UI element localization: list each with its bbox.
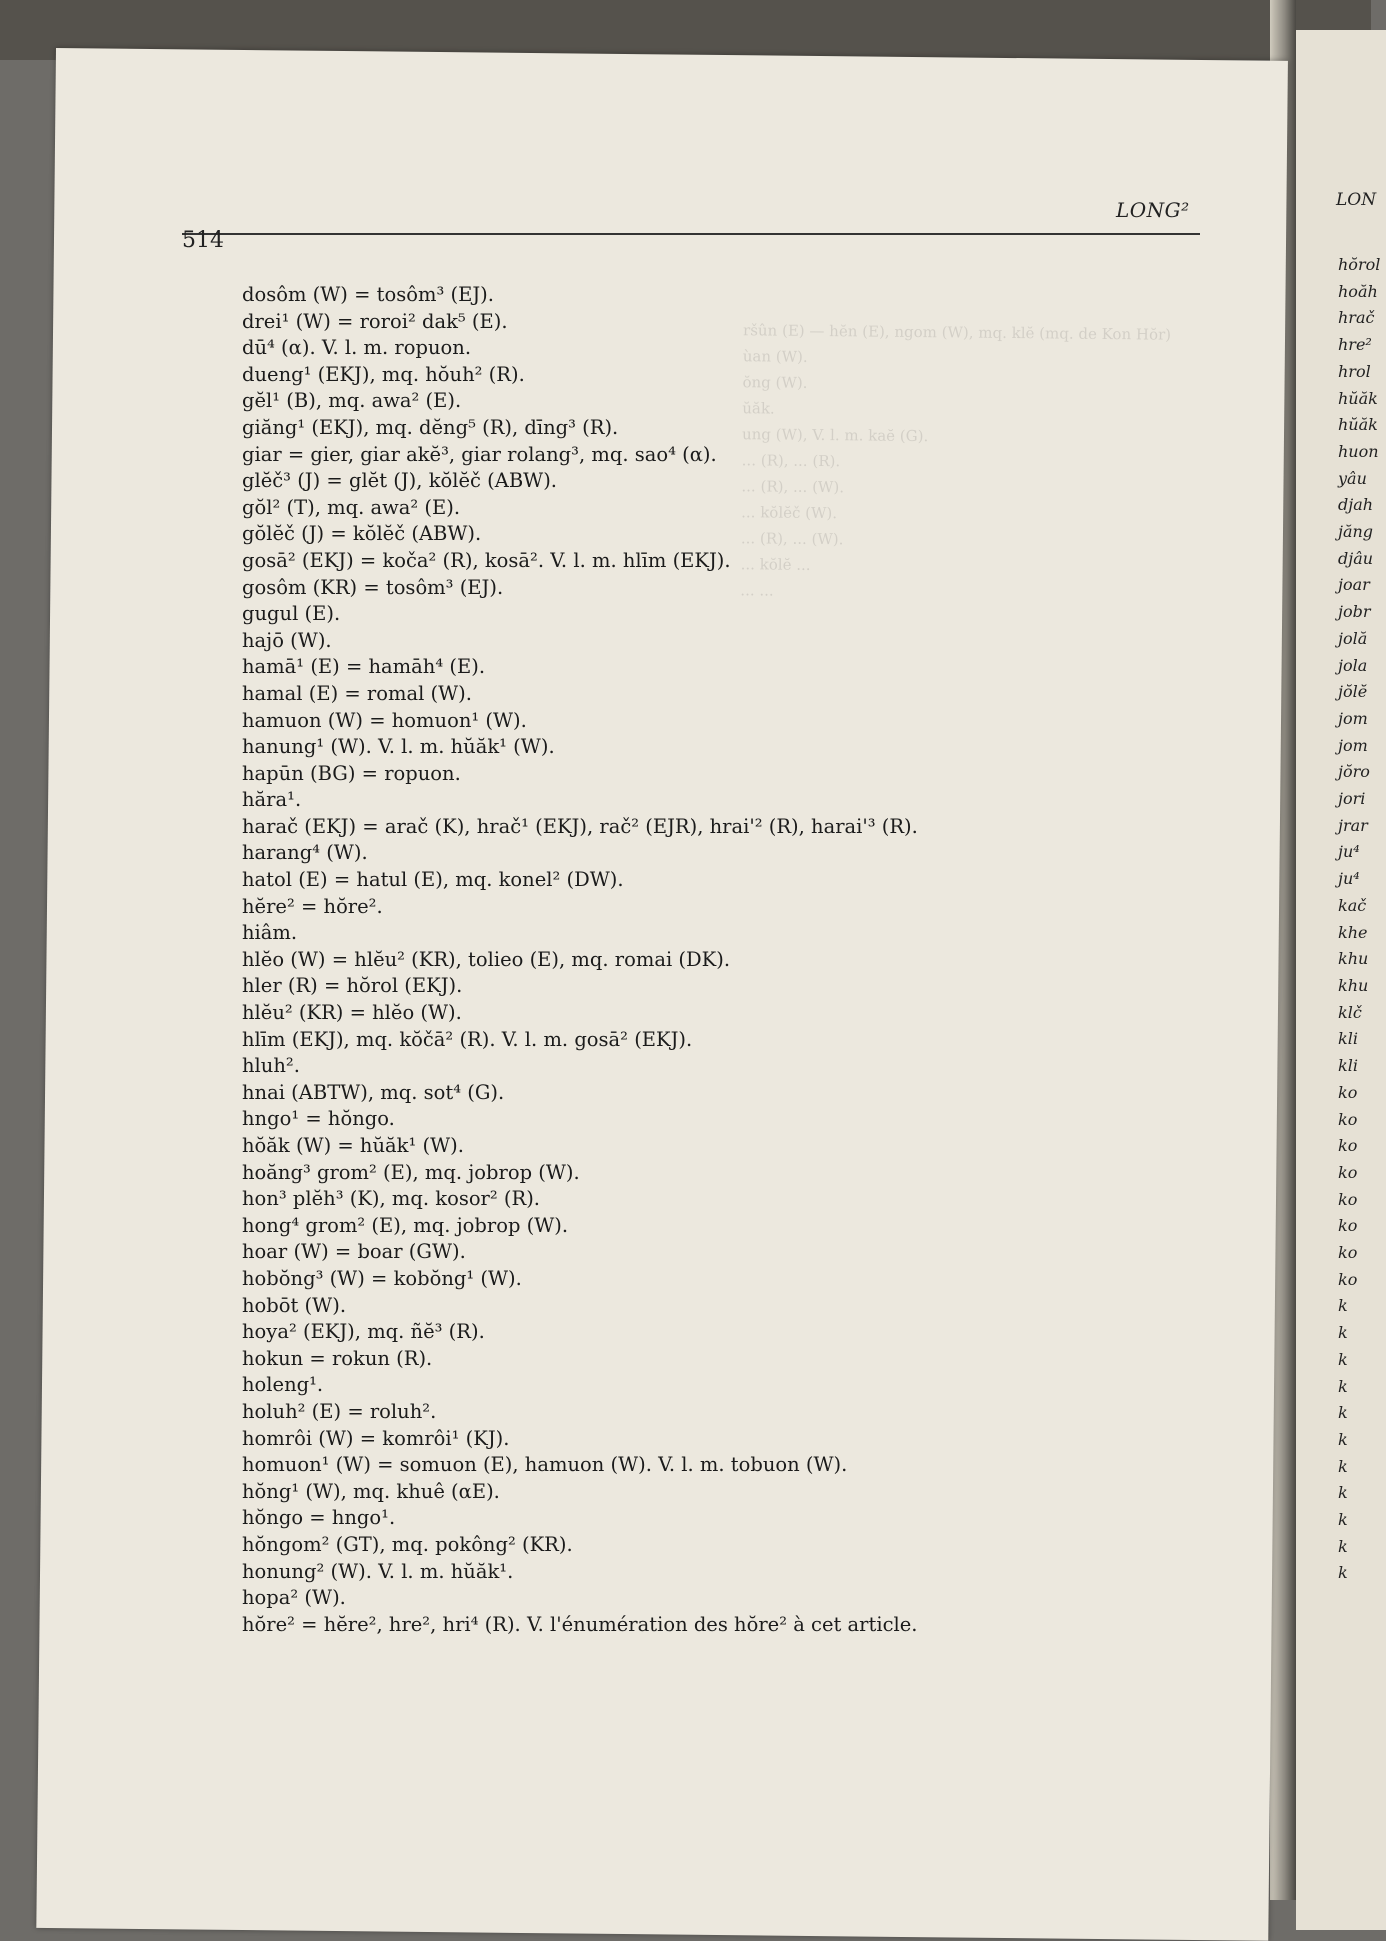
facing-page-entry: jobr bbox=[1338, 602, 1371, 622]
facing-page-entry: k bbox=[1338, 1323, 1348, 1343]
dictionary-entry: holeng¹. bbox=[242, 1373, 324, 1397]
dictionary-entry: hopa² (W). bbox=[242, 1586, 346, 1610]
dictionary-entry: hobŏng³ (W) = kobŏng¹ (W). bbox=[242, 1266, 522, 1290]
dictionary-entry: hiâm. bbox=[242, 921, 298, 945]
facing-page-entry: k bbox=[1338, 1563, 1348, 1583]
dictionary-entry: giar = gier, giar akĕ³, giar rolang³, mq. sao⁴ (α). bbox=[242, 442, 717, 466]
dictionary-entry: hobōt (W). bbox=[242, 1293, 347, 1317]
dictionary-entry: glĕč³ (J) = glĕt (J), kŏlĕč (ABW). bbox=[242, 469, 558, 493]
facing-page-entry: ju⁴ bbox=[1338, 869, 1360, 889]
facing-page-entry: hŭăk bbox=[1338, 388, 1378, 408]
dictionary-entry: hajō (W). bbox=[242, 628, 332, 652]
facing-page-entry: kli bbox=[1338, 1056, 1358, 1076]
facing-page-entries bbox=[1338, 252, 1380, 1587]
page-number: 514 bbox=[182, 228, 224, 253]
facing-page-entry: k bbox=[1338, 1376, 1348, 1396]
dictionary-entry: homrôi (W) = komrôi¹ (KJ). bbox=[242, 1426, 510, 1450]
facing-page-entry: k bbox=[1338, 1536, 1348, 1556]
dictionary-entry: hŏre² = hĕre², hre², hri⁴ (R). V. l'énumération des hŏre² à cet article. bbox=[242, 1612, 918, 1636]
facing-page-entry: ko bbox=[1338, 1269, 1358, 1289]
dictionary-entry: hamal (E) = romal (W). bbox=[242, 681, 472, 705]
dictionary-entry: gŏlĕč (J) = kŏlĕč (ABW). bbox=[242, 522, 482, 546]
facing-page-entry: klč bbox=[1338, 1002, 1362, 1022]
facing-page-entry: ko bbox=[1338, 1243, 1358, 1263]
dictionary-entry: dosôm (W) = tosôm³ (EJ). bbox=[242, 283, 494, 306]
dictionary-entry: hapūn (BG) = ropuon. bbox=[242, 761, 461, 785]
facing-page-entry: jrar bbox=[1338, 815, 1368, 835]
facing-page-entry: kač bbox=[1338, 895, 1367, 915]
dictionary-entry: hluh². bbox=[242, 1054, 300, 1078]
dictionary-entry: hĕre² = hŏre². bbox=[242, 894, 383, 918]
dictionary-entry: hlīm (EKJ), mq. kŏčā² (R). V. l. m. gosā² (EKJ). bbox=[242, 1027, 693, 1051]
header-rule bbox=[182, 233, 1200, 235]
facing-page-entry: jŏro bbox=[1338, 762, 1370, 782]
facing-page-entry: k bbox=[1338, 1403, 1348, 1423]
dictionary-entry: gŏl² (T), mq. awa² (E). bbox=[242, 495, 461, 519]
dictionary-entry: harang⁴ (W). bbox=[242, 841, 368, 865]
dictionary-entry: hngo¹ = hŏngo. bbox=[242, 1107, 395, 1131]
dictionary-entry: gĕl¹ (B), mq. awa² (E). bbox=[242, 389, 462, 413]
facing-page-entry: k bbox=[1338, 1349, 1348, 1369]
facing-page-entry: djah bbox=[1338, 495, 1374, 515]
facing-page-entry: joar bbox=[1338, 575, 1370, 595]
facing-page-entry: ko bbox=[1338, 1216, 1358, 1236]
facing-page-entry: khu bbox=[1338, 949, 1369, 969]
facing-page-entry: hoăh bbox=[1338, 281, 1378, 301]
dictionary-entry: hler (R) = hŏrol (EKJ). bbox=[242, 974, 463, 998]
facing-page-entry: ko bbox=[1338, 1136, 1358, 1156]
facing-page-entry: ju⁴ bbox=[1338, 842, 1360, 862]
dictionary-entry: hlĕo (W) = hlĕu² (KR), tolieo (E), mq. romai (DK). bbox=[242, 947, 731, 971]
dictionary-entry: hoăng³ grom² (E), mq. jobrop (W). bbox=[242, 1160, 580, 1184]
dictionary-entry: hŏng¹ (W), mq. khuê (αE). bbox=[242, 1479, 500, 1503]
running-head: LONG² bbox=[1116, 198, 1190, 222]
facing-page-entry: yâu bbox=[1338, 468, 1367, 488]
facing-page-entry: hrač bbox=[1338, 308, 1375, 328]
dictionary-entry: hamuon (W) = homuon¹ (W). bbox=[242, 708, 527, 732]
facing-page-entry: hŭăk bbox=[1338, 415, 1378, 435]
facing-page-entry: ko bbox=[1338, 1109, 1358, 1129]
bleed-through-text: ršûn (E) — hĕn (E), ngom (W), mq. klĕ (mq. de Kon Hŏr) ùan (W). ŏng (W). ŭăk. ung (W), V. l. m. kaĕ (G). ... (R), ... (R). ... (R), ... (W). ... kŏlĕč (W). ... (R), ... (W). ... kŏlĕ ... ... ... bbox=[740, 321, 1172, 600]
facing-page-entry: ko bbox=[1338, 1082, 1358, 1102]
facing-page-entry: khe bbox=[1338, 922, 1368, 942]
facing-page-entry: jolă bbox=[1338, 628, 1368, 648]
dictionary-entry: hoya² (EKJ), mq. ñĕ³ (R). bbox=[242, 1320, 485, 1344]
facing-page-entry: jom bbox=[1338, 735, 1368, 755]
dictionary-entry: homuon¹ (W) = somuon (E), hamuon (W). V. l. m. tobuon (W). bbox=[242, 1453, 848, 1477]
dictionary-entry: hŏngo = hngo¹. bbox=[242, 1506, 396, 1530]
dictionary-entry: giăng¹ (EKJ), mq. dĕng⁵ (R), dīng³ (R). bbox=[242, 415, 619, 439]
facing-page-entry: jom bbox=[1338, 708, 1368, 728]
facing-page-entry: hŏrol bbox=[1338, 255, 1381, 274]
dictionary-entry: drei¹ (W) = roroi² dak⁵ (E). bbox=[242, 309, 508, 333]
dictionary-entry: hatol (E) = hatul (E), mq. konel² (DW). bbox=[242, 868, 624, 892]
dictionary-entry: hlĕu² (KR) = hlĕo (W). bbox=[242, 1001, 462, 1025]
dictionary-entry: hong⁴ grom² (E), mq. jobrop (W). bbox=[242, 1213, 569, 1237]
dictionary-entry: dueng¹ (EKJ), mq. hŏuh² (R). bbox=[242, 362, 525, 386]
facing-page-entry: khu bbox=[1338, 975, 1369, 995]
dictionary-entry: hnai (ABTW), mq. sot⁴ (G). bbox=[242, 1080, 505, 1104]
facing-page-entry: kli bbox=[1338, 1029, 1358, 1049]
dictionary-entry: gosā² (EKJ) = koča² (R), kosā². V. l. m. hlīm (EKJ). bbox=[242, 548, 731, 572]
facing-page-entry: huon bbox=[1338, 441, 1379, 461]
facing-page-entry: hre² bbox=[1338, 335, 1372, 355]
dictionary-entry: hokun = rokun (R). bbox=[242, 1346, 433, 1370]
facing-page-entry: jola bbox=[1338, 655, 1368, 675]
facing-page-entry: jori bbox=[1338, 789, 1366, 809]
facing-page-entry: k bbox=[1338, 1510, 1348, 1530]
facing-page-entry: k bbox=[1338, 1429, 1348, 1449]
dictionary-entry: honung² (W). V. l. m. hŭăk¹. bbox=[242, 1559, 514, 1583]
dictionary-entry: hanung¹ (W). V. l. m. hŭăk¹ (W). bbox=[242, 735, 555, 759]
facing-page-entry: k bbox=[1338, 1483, 1348, 1503]
facing-page-entry: hrol bbox=[1338, 361, 1371, 381]
facing-running-head: LON bbox=[1336, 190, 1377, 210]
dictionary-entry: hŏngom² (GT), mq. pokông² (KR). bbox=[242, 1532, 573, 1556]
dictionary-entry: hamā¹ (E) = hamāh⁴ (E). bbox=[242, 655, 486, 679]
dictionary-entry: dū⁴ (α). V. l. m. ropuon. bbox=[242, 336, 472, 360]
dictionary-entry: holuh² (E) = roluh². bbox=[242, 1399, 437, 1423]
facing-page-entry: ko bbox=[1338, 1162, 1358, 1182]
dictionary-entry: hŏăk (W) = hŭăk¹ (W). bbox=[242, 1134, 464, 1157]
dictionary-entry: hoar (W) = boar (GW). bbox=[242, 1240, 466, 1264]
facing-page-entry: k bbox=[1338, 1296, 1348, 1316]
facing-page-entry: jăng bbox=[1338, 522, 1374, 542]
dictionary-entry: gugul (E). bbox=[242, 602, 341, 626]
dictionary-entry: harač (EKJ) = arač (K), hrač¹ (EKJ), rač² (EJR), hrai'² (R), harai'³ (R). bbox=[242, 814, 918, 838]
dictionary-entry: hăra¹. bbox=[242, 788, 302, 812]
dictionary-entries bbox=[242, 282, 1202, 1638]
facing-page-entry: ko bbox=[1338, 1189, 1358, 1209]
dictionary-entry: gosôm (KR) = tosôm³ (EJ). bbox=[242, 575, 504, 599]
facing-page-entry: djâu bbox=[1338, 548, 1374, 568]
dictionary-entry: hon³ plĕh³ (K), mq. kosor² (R). bbox=[242, 1187, 540, 1211]
facing-page-entry: jŏlĕ bbox=[1338, 682, 1368, 702]
facing-page-entry: k bbox=[1338, 1456, 1348, 1476]
